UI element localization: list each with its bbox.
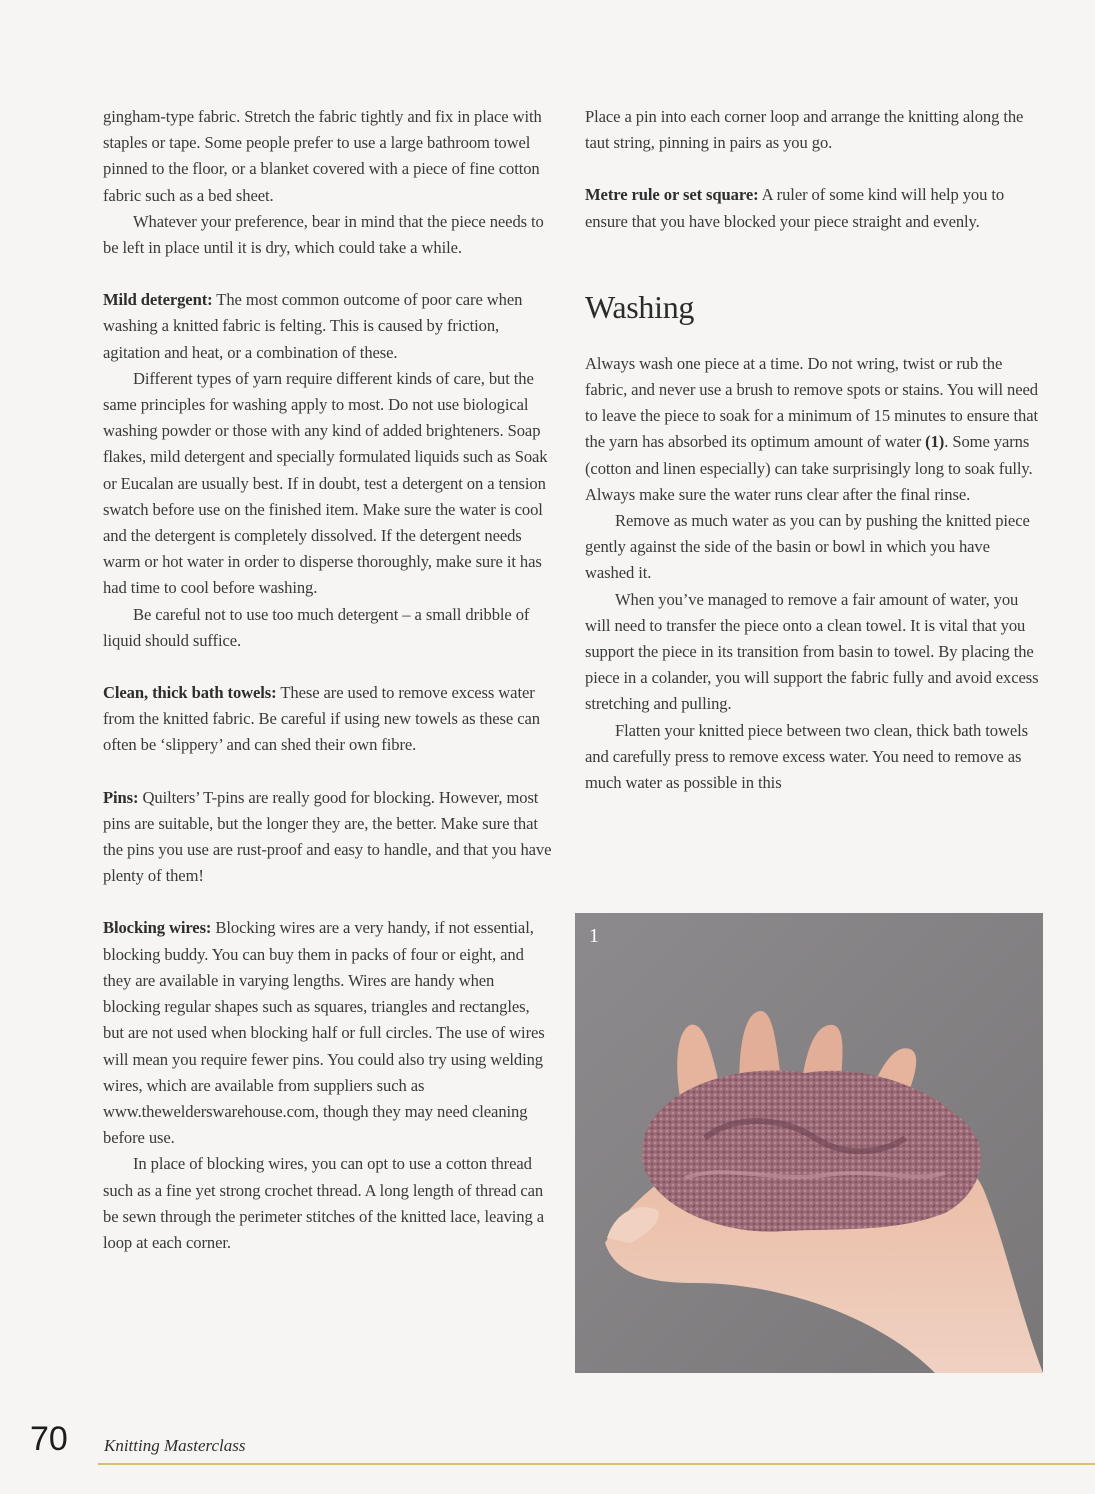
paragraph-text: These are used to remove excess water from the knitted fabric. Be careful if using new towels as these can often be ‘slippery’ and can shed their own fibre. (103, 683, 540, 755)
paragraph: Different types of yarn require different kinds of care, but the same principles for washing apply to most. Do not use biological washing powder or those with any kind of added brighteners. Soap flakes, mild detergent and specially formulated liquids such as Soak or Eucalan are usually best. If in doubt, test a detergent on a tension swatch before use on the finished item. Make sure the water is cool and the detergent is completely dissolved. If the detergent needs warm or hot water in order to disperse thoroughly, make sure it has had time to cool before washing. (103, 368, 548, 598)
mild-detergent-section (103, 287, 553, 366)
photo-illustration (575, 913, 1043, 1373)
paragraph: Flatten your knitted piece between two clean, thick bath towels and carefully press to remove excess water. You need to remove as much water as possible in this (585, 720, 1029, 793)
paragraph-text: The most common outcome of poor care when washing a knitted fabric is felting. This is caused by friction, agitation and heat, or a combination of these. (103, 290, 523, 362)
blocking-wires-section (103, 915, 553, 1151)
section-heading: Pins: (103, 787, 139, 807)
metre-rule-section (585, 182, 1040, 234)
paragraph: gingham-type fabric. Stretch the fabric tightly and fix in place with staples or tape. Some people prefer to use a large bathroom towel pinned to the floor, or a blanket covered with a piece of fine cotton fabric such as a bed sheet. (103, 107, 542, 205)
page-number: 70 (30, 1420, 68, 1458)
photo-hand-holding-knitting (575, 913, 1043, 1373)
footer-rule (98, 1463, 1095, 1465)
paragraph: Remove as much water as you can by pushing the knitted piece gently against the side of the basin or bowl in which you have washed it. (585, 511, 1030, 583)
paragraph-text: . Some yarns (cotton and linen especially) can take surprisingly long to soak fully. Always make sure the water runs clear after the final rinse. (585, 432, 1033, 504)
paragraph-text: Blocking wires are a very handy, if not essential, blocking buddy. You can buy them in packs of four or eight, and they are available in varying lengths. Wires are handy when blocking regular shapes such as squares, triangles and rectangles, but are not used when blocking half or full circles. The use of wires will mean you require fewer pins. You could also try using welding wires, which are available from suppliers such as www.thewelderswarehouse.com, though they may need cleaning before use. (103, 918, 545, 1148)
paragraph: In place of blocking wires, you can opt to use a cotton thread such as a fine yet strong crochet thread. A long length of thread can be sewn through the perimeter stitches of the knitted lace, leaving a loop at each corner. (103, 1154, 544, 1252)
paragraph-text: Always wash one piece at a time. Do not wring, twist or rub the fabric, and never use a brush to remove spots or stains. You will need to leave the piece to soak for a minimum of 15 minutes to ensure that the yarn has absorbed its optimum amount of water (585, 353, 1038, 452)
section-heading: Metre rule or set square: (585, 185, 759, 205)
paragraph: Whatever your preference, bear in mind that the piece needs to be left in place until it is dry, which could take a while. (103, 211, 544, 258)
right-column (585, 104, 1040, 796)
paragraph: Place a pin into each corner loop and arrange the knitting along the taut string, pinning in pairs as you go. (585, 107, 1024, 153)
left-column (103, 104, 553, 1256)
paragraph (585, 351, 1040, 508)
photo-number: 1 (589, 925, 599, 947)
paragraph: Be careful not to use too much detergent – a small dribble of liquid should suffice. (103, 604, 530, 650)
paragraph-text: Quilters’ T-pins are really good for blocking. However, most pins are suitable, but the longer they are, the better. Make sure that the pins you use are rust-proof and easy to handle, and that you have plenty of them! (103, 787, 552, 886)
pins-section (103, 785, 553, 890)
book-title: Knitting Masterclass (104, 1436, 246, 1455)
paragraph-text: A ruler of some kind will help you to ensure that you have blocked your piece straight and evenly. (585, 185, 1005, 231)
section-heading: Blocking wires: (103, 918, 212, 938)
figure-reference: (1) (925, 432, 945, 452)
section-heading: Mild detergent: (103, 290, 213, 310)
section-heading: Clean, thick bath towels: (103, 683, 277, 703)
paragraph: When you’ve managed to remove a fair amount of water, you will need to transfer the piece onto a clean towel. It is vital that you support the piece in its transition from basin to towel. By placing the piece in a colander, you will support the fabric fully and avoid excess stretching and pulling. (585, 589, 1039, 714)
bath-towels-section (103, 680, 553, 759)
washing-heading: Washing (585, 288, 695, 325)
